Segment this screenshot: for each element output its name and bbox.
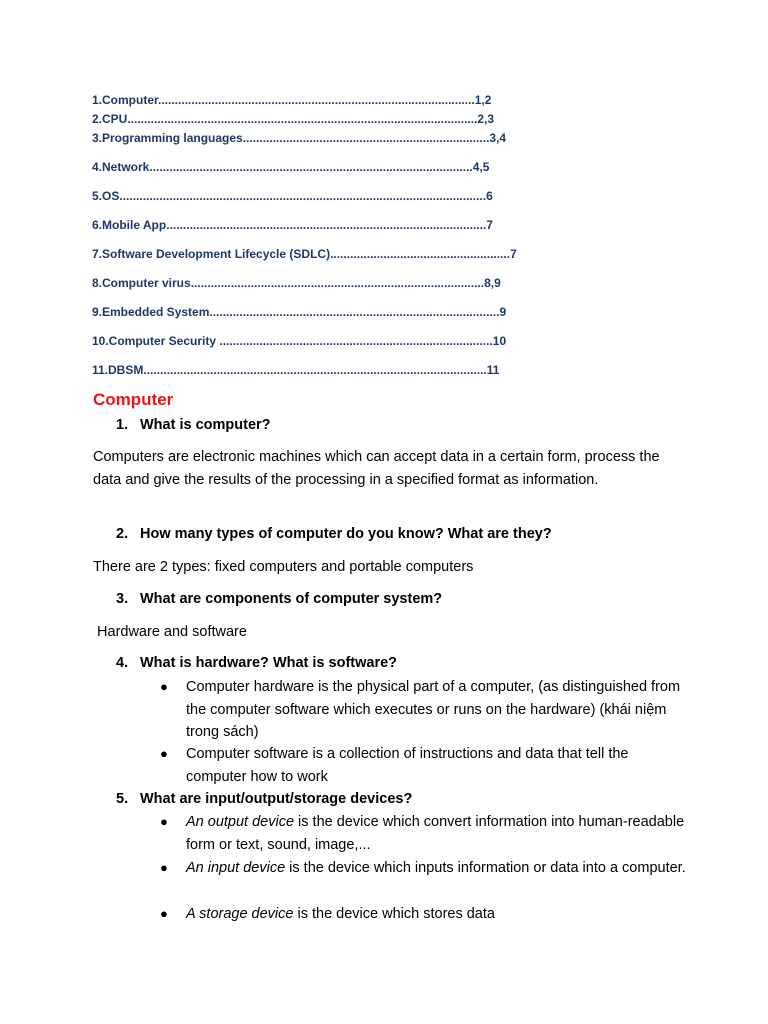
- toc-item-sdlc[interactable]: 7.Software Development Lifecycle (SDLC)......................................................7: [92, 247, 517, 261]
- question-1: [116, 415, 271, 435]
- toc-item-programming-languages[interactable]: 3.Programming languages..........................................................................3,4: [92, 131, 507, 145]
- answer-3: Hardware and software: [93, 624, 247, 640]
- toc-item-mobile-app[interactable]: 6.Mobile App................................................................................................7: [92, 218, 493, 232]
- list-item-text: An output device is the device which convert information into human-readable form or text, sound, image,...: [186, 814, 685, 853]
- term: An output device: [186, 814, 295, 830]
- bullet-icon: ●: [160, 679, 168, 694]
- toc-item-cpu[interactable]: 2.CPU.........................................................................................................2,3: [92, 112, 495, 126]
- question-text: How many types of computer do you know? What are they?: [140, 526, 552, 542]
- question-2: [116, 524, 552, 544]
- toc-item-os[interactable]: 5.OS..............................................................................................................6: [92, 189, 493, 203]
- toc-item-computer-virus[interactable]: 8.Computer virus........................................................................................8,9: [92, 276, 501, 290]
- question-number: 4.: [116, 655, 129, 671]
- answer-2: There are 2 types: fixed computers and portable computers: [93, 559, 474, 575]
- question-number: 5.: [116, 791, 129, 807]
- term: An input device: [186, 860, 286, 876]
- question-4: [116, 653, 397, 673]
- list-item-text: An input device is the device which inputs information or data into a computer.: [186, 860, 686, 876]
- question-text: What are components of computer system?: [140, 591, 443, 607]
- question-text: What is hardware? What is software?: [140, 655, 398, 671]
- question-3: [116, 589, 442, 609]
- answer-1: Computers are electronic machines which can accept data in a certain form, process the data and give the results of the processing in a specified format as information.: [93, 449, 660, 488]
- toc-item-computer[interactable]: 1.Computer...............................................................................................1,2: [92, 93, 492, 107]
- list-item-text: Computer hardware is the physical part of a computer, (as distinguished from the computer software which executes or runs on the hardware) (khái niệm trong sách): [186, 679, 681, 740]
- question-number: 2.: [116, 526, 129, 542]
- section-title: Computer: [93, 390, 174, 409]
- toc-item-network[interactable]: 4.Network.................................................................................................4,5: [92, 160, 490, 174]
- bullet-icon: ●: [160, 746, 168, 761]
- bullet-icon: ●: [160, 814, 168, 829]
- question-number: 3.: [116, 591, 129, 607]
- toc-item-computer-security[interactable]: 10.Computer Security ..................................................................................10: [92, 334, 507, 348]
- bullet-icon: ●: [160, 860, 168, 875]
- bullet-icon: ●: [160, 906, 168, 921]
- toc-item-dbsm[interactable]: 11.DBSM.......................................................................................................11: [92, 363, 500, 377]
- question-text: What is computer?: [140, 417, 271, 433]
- term: A storage device: [186, 906, 294, 922]
- list-item-text: A storage device is the device which stores data: [186, 906, 495, 922]
- question-number: 1.: [116, 417, 129, 433]
- list-item-text: Computer software is a collection of instructions and data that tell the computer how to work: [186, 746, 629, 785]
- question-5: [116, 789, 412, 809]
- question-text: What are input/output/storage devices?: [140, 791, 413, 807]
- toc-item-embedded-system[interactable]: 9.Embedded System.......................................................................................9: [92, 305, 507, 319]
